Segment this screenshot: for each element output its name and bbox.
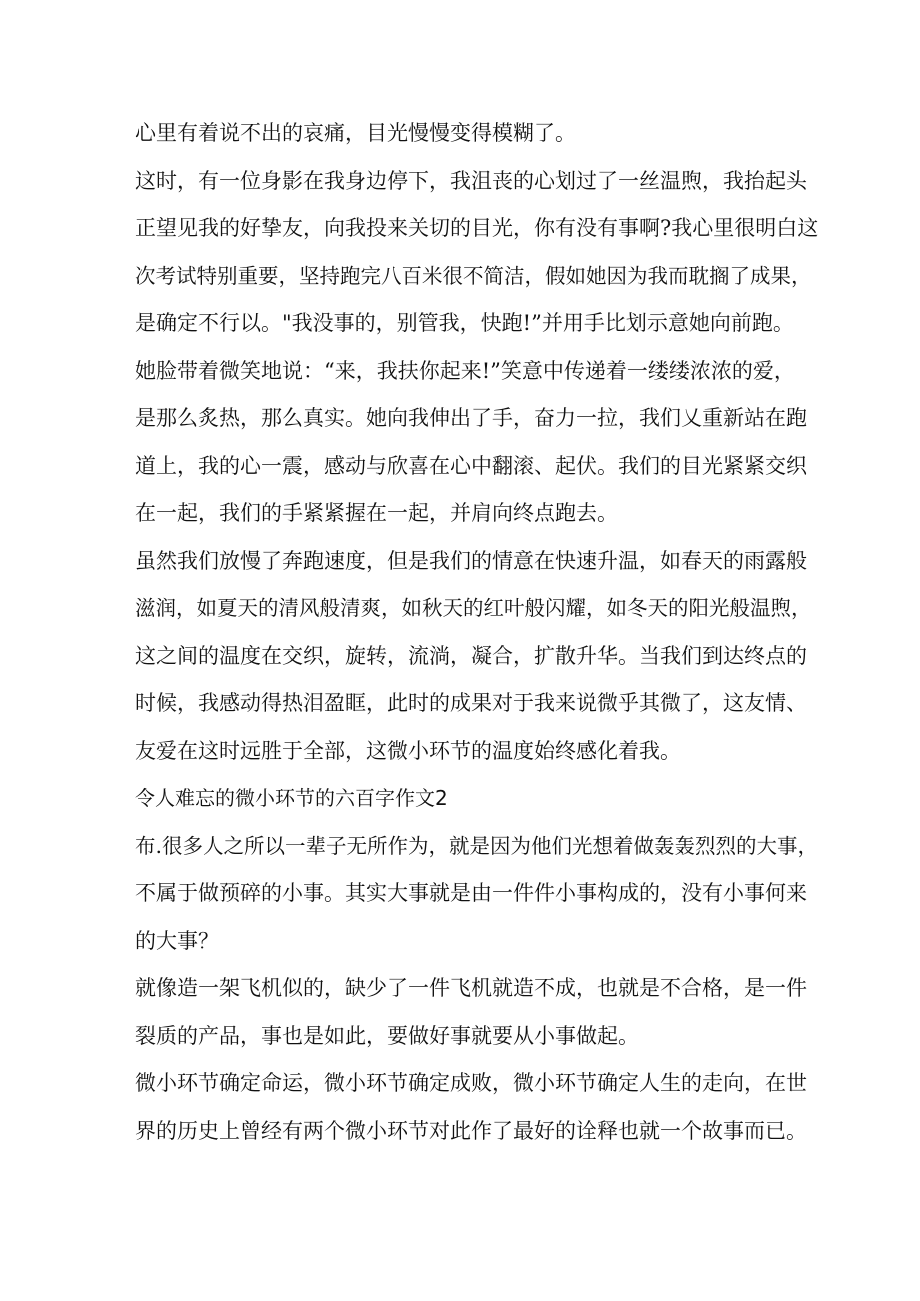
text-line: 是确定不行以。"我没事的，别管我，快跑!”并用手比划示意她向前跑。 (135, 311, 794, 335)
text-line: 正望见我的好挚友，向我投来关切的目光，你有没有事啊?我心里很明白这 (135, 216, 819, 240)
text-line: 虽然我们放慢了奔跑速度，但是我们的情意在快速升温，如春天的雨露般 (135, 548, 807, 573)
text-line: 友爱在这时远胜于全部，这微小环节的温度始终感化着我。 (135, 738, 681, 763)
text-line: 布.很多人之所以一辈子无所作为，就是因为他们光想着做轰轰烈烈的大事， (135, 833, 819, 858)
text-line: 这时，有一位身影在我身边停下，我沮丧的心划过了一丝温煦，我抬起头 (135, 168, 807, 193)
text-line: 不属于做预碎的小事。其实大事就是由一件件小事构成的，没有小事何来 (135, 881, 807, 905)
text-line: 她脸带着微笑地说：“来，我扶你起来!”笑意中传递着一缕缕浓浓的爱， (135, 358, 795, 383)
section-heading: 令人难忘的微小环节的六百字作文2 (135, 786, 448, 810)
text-line: 次考试特别重要，坚持跑完八百米很不简洁，假如她因为我而耽搁了成果， (135, 263, 812, 288)
text-line: 这之间的温度在交织，旋转，流淌，凝合，扩散升华。当我们到达终点的 (135, 643, 807, 668)
text-line: 滋润，如夏天的清风般清爽，如秋天的红叶般闪耀，如冬天的阳光般温煦， (135, 596, 812, 620)
text-line: 微小环节确定命运，微小环节确定成败，微小环节确定人生的走向，在世 (135, 1071, 807, 1095)
text-line: 在一起，我们的手紧紧握在一起，并肩向终点跑去。 (135, 501, 618, 525)
text-line: 时候，我感动得热泪盈眶，此时的成果对于我来说微乎其微了，这友情、 (135, 691, 807, 715)
text-line: 是那么炙热，那么真实。她向我伸出了手，奋力一拉，我们乂重新站在跑 (135, 406, 807, 430)
text-line: 就像造一架飞机似的，缺少了一件飞机就造不成，也就是不合格，是一件 (135, 976, 807, 1000)
text-line: 道上，我的心一震，感动与欣喜在心中翻滚、起伏。我们的目光紧紧交织 (135, 453, 807, 478)
text-line: 心里有着说不出的哀痛，目光慢慢变得模糊了。 (135, 121, 576, 145)
text-line: 界的历史上曾经有两个微小环节对此作了最好的诠释也就一个故事而已。 (135, 1118, 807, 1143)
document-body (135, 110, 819, 1155)
text-line: 的大事？ (135, 928, 219, 953)
text-line: 裂质的产品，事也是如此，要做好事就要从小事做起。 (135, 1023, 639, 1048)
